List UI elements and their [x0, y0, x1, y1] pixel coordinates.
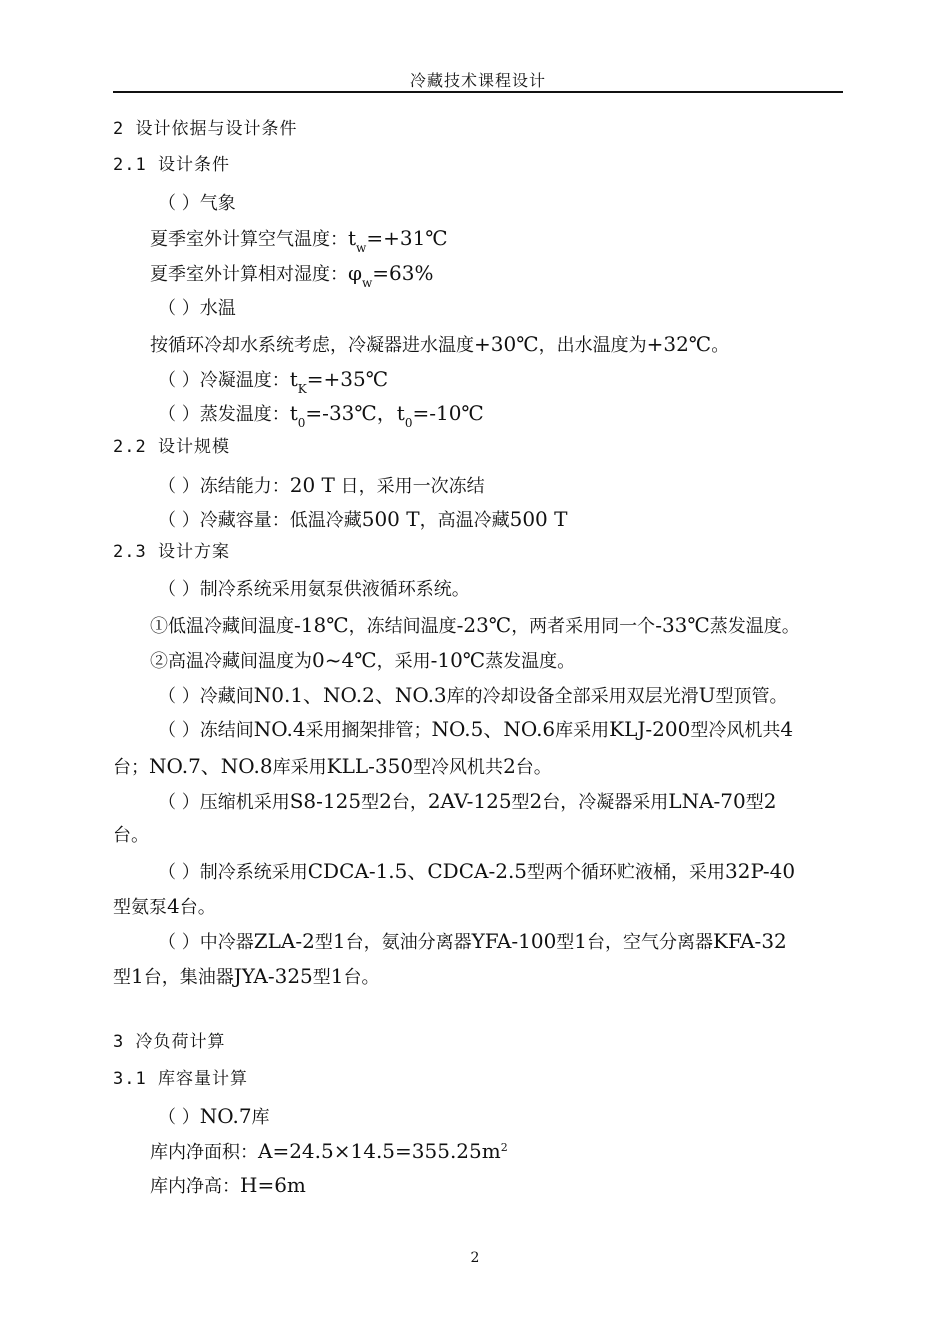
p6-value-j: LNA-70	[668, 789, 746, 813]
net-area-label: 库内净面积：	[150, 1142, 258, 1163]
p4-text-c: 库的冷却设备全部采用双层光滑	[446, 686, 699, 707]
p5-text-g: 型冷风机共	[690, 720, 781, 741]
p8-text-e: 台，氨油分离器	[345, 932, 472, 953]
scheme-paragraph-7-line-2	[113, 894, 216, 920]
p6-text-a: （ ）压缩机采用	[158, 792, 290, 813]
p3-text-c: ，采用	[376, 651, 431, 672]
p5-text-o: 台。	[515, 757, 552, 778]
p4-text-e: 型顶管。	[715, 686, 788, 707]
p8-value-h: 1	[574, 929, 588, 953]
storage-low-value: 500 T	[361, 507, 420, 531]
storage-mid-text: ，高温冷藏	[419, 510, 510, 531]
p5-text-m: 型冷风机共	[413, 757, 504, 778]
p5-value-n: 2	[503, 754, 516, 778]
p8-text-c: 型	[314, 932, 333, 953]
net-area-superscript: 2	[500, 1141, 508, 1154]
scheme-paragraph-6-line-2: 台。	[113, 825, 149, 846]
page-number: 2	[470, 1250, 480, 1266]
water-desc-3: 。	[711, 335, 730, 356]
scheme-paragraph-5-line-1	[158, 717, 793, 743]
p5-text-i: 台；	[113, 757, 149, 778]
water-temp-line	[150, 332, 729, 358]
p7-text-g: 台。	[179, 897, 216, 918]
p5-value-l: KLL-350	[326, 754, 414, 778]
p8-text-m: 台，集油器	[143, 967, 234, 988]
p8-text-q: 台。	[343, 967, 380, 988]
freeze-capacity-rest: 日，采用一次冻结	[334, 476, 485, 497]
p2-text-g: 蒸发温度。	[709, 616, 800, 637]
summer-temp-symbol: t	[348, 226, 357, 250]
p8-value-f: YFA-100	[471, 929, 557, 953]
evaporating-temp-subscript-2: 0	[404, 416, 413, 430]
p8-value-p: 1	[330, 964, 344, 988]
evaporating-temp-symbol-2: t	[396, 401, 405, 425]
p8-value-d: 1	[332, 929, 346, 953]
scheme-paragraph-8-line-1	[158, 929, 787, 955]
weather-label: （ ）气象	[158, 193, 236, 214]
scheme-paragraph-3	[150, 648, 575, 674]
summer-humidity-label: 夏季室外计算相对湿度：	[150, 264, 348, 285]
condensing-temp-subscript: K	[297, 382, 307, 396]
p5-text-c: 采用搁架排管；	[305, 720, 432, 741]
p5-value-f: KLJ-200	[609, 717, 691, 741]
condensing-temp-line	[158, 367, 388, 394]
section-2-heading: 2 设计依据与设计条件	[113, 119, 298, 139]
p5-text-e: 库采用	[555, 720, 610, 741]
evaporating-temp-value-1: =-33℃，	[305, 401, 397, 425]
condensing-temp-label: （ ）冷凝温度：	[158, 370, 290, 391]
p6-text-i: 台，冷凝器采用	[542, 792, 669, 813]
p8-value-b: ZLA-2	[253, 929, 315, 953]
summer-humidity-line	[150, 261, 434, 288]
evaporating-temp-label: （ ）蒸发温度：	[158, 404, 290, 425]
p6-text-c: 型	[361, 792, 380, 813]
section-2-3-heading: 2.3 设计方案	[113, 542, 230, 562]
p2-text-c: ，冻结间温度	[348, 616, 457, 637]
p5-value-j: NO.7、NO.8	[149, 754, 273, 778]
freeze-capacity-label: （ ）冻结能力：	[158, 476, 290, 497]
summer-humidity-subscript: w	[362, 276, 373, 290]
no7-storage-line	[158, 1104, 270, 1130]
p3-value-d: -10℃	[430, 648, 486, 672]
section-3-1-heading: 3.1 库容量计算	[113, 1069, 248, 1089]
scheme-paragraph-1: （ ）制冷系统采用氨泵供液循环系统。	[158, 579, 470, 600]
net-height-line	[150, 1173, 306, 1199]
p8-value-n: JYA-325	[233, 964, 313, 988]
p3-text-a: ②高温冷藏间温度为	[150, 651, 312, 672]
section-2-1-heading: 2.1 设计条件	[113, 155, 230, 175]
summer-temp-label: 夏季室外计算空气温度：	[150, 229, 348, 250]
summer-humidity-value: =63%	[372, 261, 434, 285]
page-header-title: 冷藏技术课程设计	[409, 71, 546, 90]
summer-temp-value: =+31℃	[366, 226, 448, 250]
water-in-temp: +30℃	[474, 332, 539, 356]
evaporating-temp-subscript-1: 0	[297, 416, 306, 430]
p2-value-f: -33℃	[655, 613, 710, 637]
header-divider	[113, 91, 843, 93]
net-height-label: 库内净高：	[150, 1176, 240, 1197]
p5-text-k: 库采用	[272, 757, 327, 778]
p8-text-i: 台，空气分离器	[587, 932, 714, 953]
net-area-value: A=24.5×14.5=355.25m	[258, 1139, 501, 1163]
p4-text-a: （ ）冷藏间	[158, 686, 254, 707]
p6-value-f: 2AV-125	[427, 789, 512, 813]
p5-value-b: NO.4	[253, 717, 306, 741]
p7-value-d: 32P-40	[725, 859, 796, 883]
water-out-temp: +32℃	[646, 332, 712, 356]
no7-suffix: 库	[251, 1107, 270, 1128]
scheme-paragraph-8-line-2	[113, 964, 380, 990]
p6-value-d: 2	[379, 789, 392, 813]
water-desc-2: ，出水温度为	[538, 335, 647, 356]
summer-humidity-symbol: φ	[348, 261, 363, 285]
p5-value-d: NO.5、NO.6	[431, 717, 556, 741]
no7-paren: （ ）	[158, 1107, 200, 1128]
p4-value-b: N0.1、NO.2、NO.3	[253, 683, 447, 707]
p7-text-e: 型氨泵	[113, 897, 167, 918]
p3-value-b: 0~4℃	[312, 648, 377, 672]
net-height-value: H=6m	[240, 1173, 306, 1197]
p6-value-b: S8-125	[289, 789, 362, 813]
water-label: （ ）水温	[158, 298, 236, 319]
p2-text-e: ，两者采用同一个	[511, 616, 656, 637]
p8-value-l: 1	[131, 964, 144, 988]
section-2-2-heading: 2.2 设计规模	[113, 437, 230, 457]
p5-text-a: （ ）冻结间	[158, 720, 254, 741]
p2-value-b: -18℃	[294, 613, 349, 637]
condensing-temp-symbol: t	[289, 367, 298, 391]
condensing-temp-value: =+35℃	[306, 367, 389, 391]
p7-text-a: （ ）制冷系统采用	[158, 862, 308, 883]
scheme-paragraph-7-line-1	[158, 859, 795, 885]
summer-temp-subscript: w	[356, 241, 367, 255]
p6-text-g: 型	[511, 792, 530, 813]
section-3-heading: 3 冷负荷计算	[113, 1032, 226, 1052]
p2-text-a: ①低温冷藏间温度	[150, 616, 294, 637]
storage-capacity-label: （ ）冷藏容量：低温冷藏	[158, 510, 362, 531]
p6-value-l: 2	[763, 789, 777, 813]
evaporating-temp-line	[158, 401, 484, 428]
water-desc-1: 按循环冷却水系统考虑，冷凝器进水温度	[150, 335, 474, 356]
p6-text-e: 台，	[391, 792, 428, 813]
p3-text-e: 蒸发温度。	[485, 651, 576, 672]
net-area-line	[150, 1139, 508, 1167]
p8-text-k: 型	[113, 967, 131, 988]
p8-value-j: KFA-32	[713, 929, 787, 953]
no7-label: NO.7	[199, 1104, 252, 1128]
scheme-paragraph-5-line-2	[113, 754, 552, 780]
p2-value-d: -23℃	[456, 613, 512, 637]
p5-value-h: 4	[780, 717, 794, 741]
summer-temp-line	[150, 226, 448, 253]
p7-text-c: 型两个循环贮液桶，采用	[527, 862, 726, 883]
p8-text-o: 型	[312, 967, 331, 988]
p4-value-d: U	[698, 683, 716, 707]
evaporating-temp-symbol-1: t	[289, 401, 298, 425]
p8-text-g: 型	[556, 932, 575, 953]
storage-high-value: 500 T	[509, 507, 568, 531]
p8-text-a: （ ）中冷器	[158, 932, 254, 953]
scheme-paragraph-2	[150, 613, 800, 639]
p7-value-b: CDCA-1.5、CDCA-2.5	[307, 859, 528, 883]
scheme-paragraph-4	[158, 683, 788, 709]
p7-value-f: 4	[167, 894, 180, 918]
p6-text-k: 型	[745, 792, 764, 813]
freeze-capacity-line	[158, 473, 485, 499]
scheme-paragraph-6-line-1	[158, 789, 776, 815]
p6-value-h: 2	[529, 789, 543, 813]
evaporating-temp-value-2: =-10℃	[412, 401, 484, 425]
storage-capacity-line	[158, 507, 567, 533]
freeze-capacity-value: 20 T	[289, 473, 335, 497]
